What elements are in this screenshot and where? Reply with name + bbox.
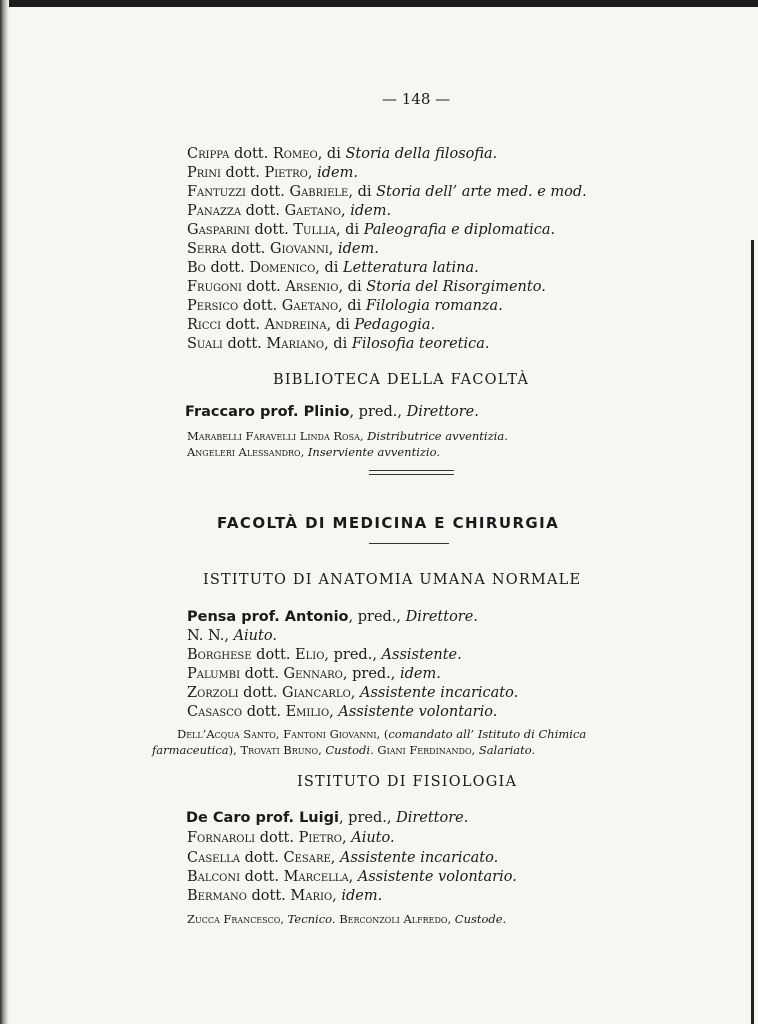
page-right-edge — [751, 240, 754, 1024]
staff-entry: Borghese dott. Elio, pred., Assistente. — [187, 647, 462, 663]
double-rule-bottom — [369, 474, 454, 475]
staff-entry: Casasco dott. Emilio, Assistente volontario. — [187, 704, 498, 720]
staff-entry: Balconi dott. Marcella, Assistente volontario. — [187, 869, 517, 885]
staff-entry: Fantuzzi dott. Gabriele, di Storia dell’ arte med. e mod. — [187, 184, 587, 200]
staff-entry: Casella dott. Cesare, Assistente incaricato. — [187, 850, 499, 866]
staff-entry: Persico dott. Gaetano, di Filologia romanza. — [187, 298, 503, 314]
staff-entry: Crippa dott. Romeo, di Storia della filosofia. — [187, 146, 498, 162]
staff-entry-small: Marabelli Faravelli Linda Rosa, Distributrice avventizia. — [187, 429, 508, 443]
page-left-edge — [0, 0, 9, 1024]
staff-entry: Serra dott. Giovanni, idem. — [187, 241, 379, 257]
staff-entry: Fornaroli dott. Pietro, Aiuto. — [187, 830, 395, 846]
staff-entry: N. N., Aiuto. — [187, 628, 277, 644]
staff-entry-small: Zucca Francesco, Tecnico. Berconzoli Alfredo, Custode. — [187, 912, 507, 926]
double-rule-top — [369, 470, 454, 471]
staff-entry: Panazza dott. Gaetano, idem. — [187, 203, 392, 219]
director-entry: De Caro prof. Luigi, pred., Direttore. — [186, 810, 469, 826]
faculty-heading: FACOLTÀ DI MEDICINA E CHIRURGIA — [217, 514, 560, 532]
section-heading-anatomia: ISTITUTO DI ANATOMIA UMANA NORMALE — [203, 572, 582, 588]
staff-entry: Suali dott. Mariano, di Filosofia teoretica. — [187, 336, 490, 352]
page-number: — 148 — — [382, 90, 451, 108]
staff-entry: Prini dott. Pietro, idem. — [187, 165, 358, 181]
director-entry: Fraccaro prof. Plinio, pred., Direttore. — [185, 404, 479, 420]
staff-entry: Zorzoli dott. Giancarlo, Assistente incaricato. — [187, 685, 519, 701]
page-top-edge — [0, 0, 758, 7]
staff-note-line: Dell’Acqua Santo, Fantoni Giovanni, (comandato all’ Istituto di Chimica — [177, 727, 587, 741]
staff-entry: Frugoni dott. Arsenio, di Storia del Risorgimento. — [187, 279, 546, 295]
section-heading-fisiologia: ISTITUTO DI FISIOLOGIA — [297, 774, 518, 790]
director-entry: Pensa prof. Antonio, pred., Direttore. — [187, 609, 478, 625]
staff-entry-small: Angeleri Alessandro, Inserviente avventizio. — [187, 445, 440, 459]
staff-note-line: farmaceutica), Trovati Bruno, Custodi. Giani Ferdinando, Salariato. — [152, 743, 536, 757]
heading-rule — [369, 543, 449, 544]
staff-entry: Bermano dott. Mario, idem. — [187, 888, 383, 904]
staff-entry: Ricci dott. Andreina, di Pedagogia. — [187, 317, 436, 333]
staff-entry: Palumbi dott. Gennaro, pred., idem. — [187, 666, 441, 682]
staff-entry: Bo dott. Domenico, di Letteratura latina. — [187, 260, 479, 276]
staff-entry: Gasparini dott. Tullia, di Paleografia e diplomatica. — [187, 222, 556, 238]
section-heading-biblioteca: BIBLIOTECA DELLA FACOLTÀ — [273, 372, 530, 388]
